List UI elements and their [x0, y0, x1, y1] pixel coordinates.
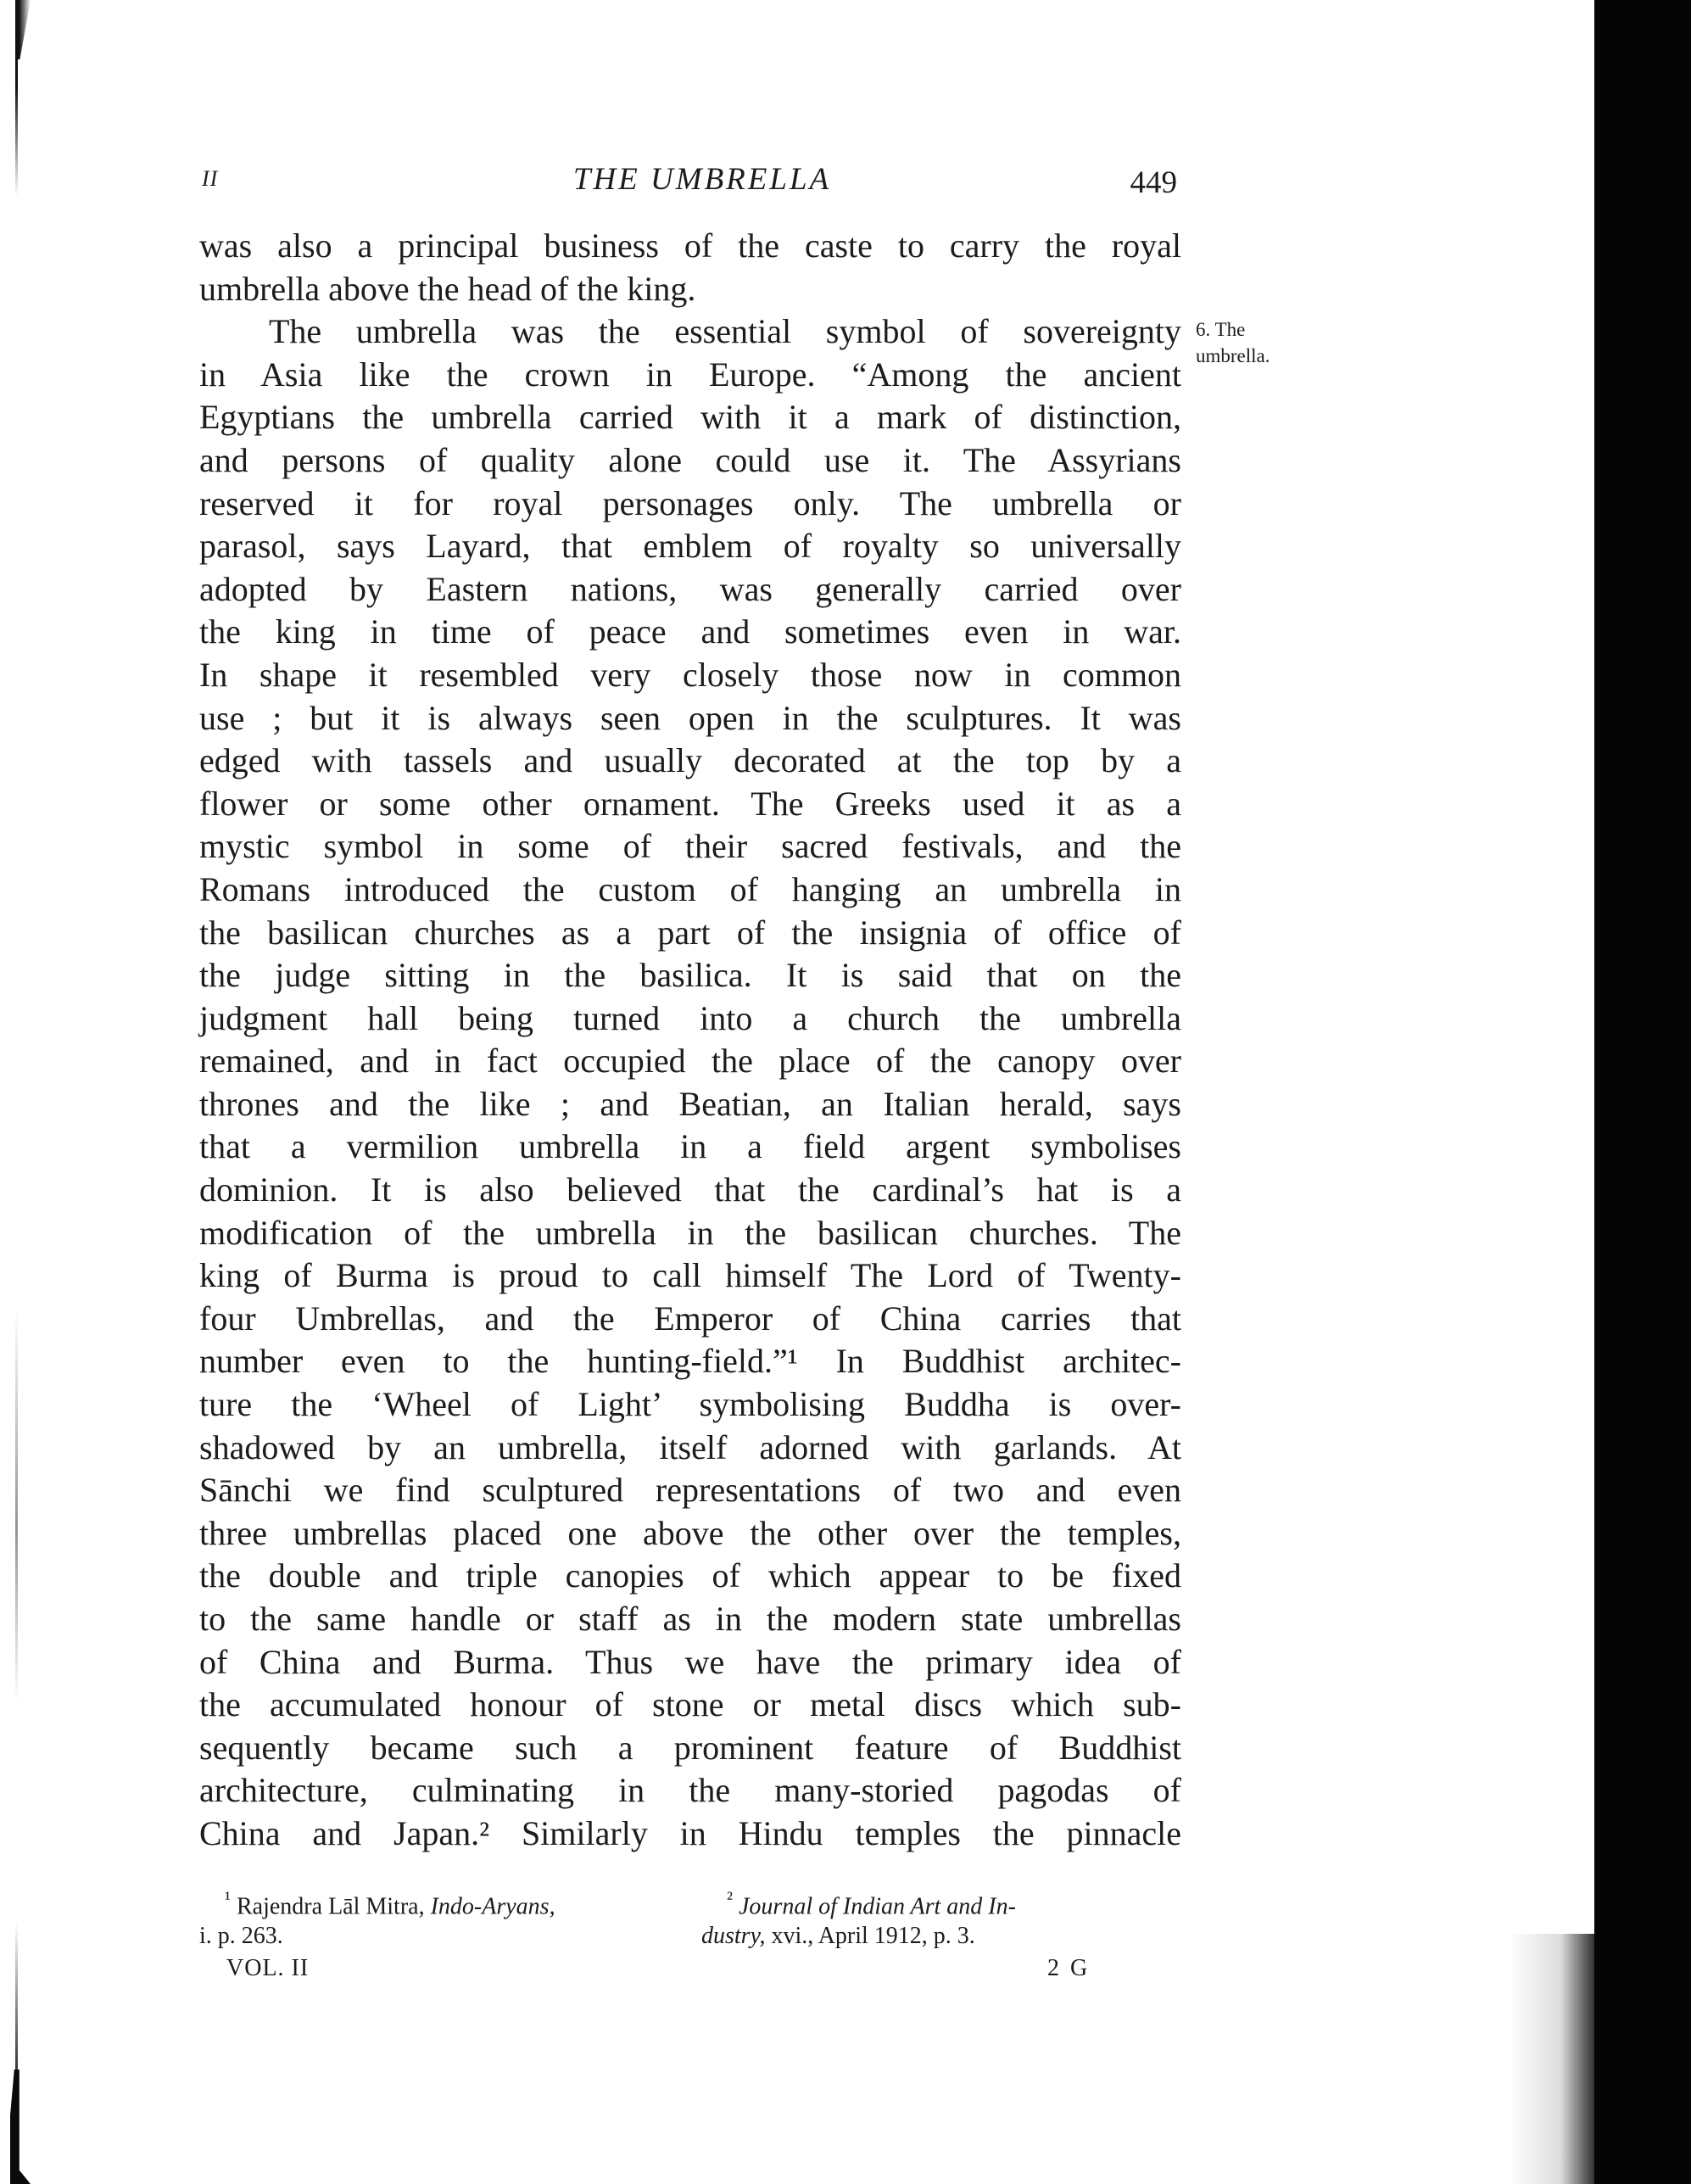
body-text: [199, 225, 1181, 1856]
body-line: the king in time of peace and sometimes even in war.: [199, 612, 1181, 651]
footnote-work: dustry,: [701, 1923, 766, 1950]
scan-right-shadow: [1510, 1934, 1603, 2184]
body-line: edged with tassels and usually decorated at the top by a: [199, 741, 1181, 780]
footnote-marker: ²: [727, 1888, 733, 1910]
footnote-work: Journal of Indian Art and In-: [739, 1893, 1016, 1920]
footnote-marker: ¹: [225, 1888, 231, 1910]
margin-note-line: umbrella.: [1196, 345, 1270, 366]
chapter-folio: II: [202, 166, 219, 191]
footnote-line: [701, 1885, 1181, 1921]
scan-left-notch: [15, 0, 31, 59]
body-line: to the same handle or staff as in the modern state umbrellas: [199, 1600, 1181, 1638]
body-line: ture the ‘Wheel of Light’ symbolising Buddha is over-: [199, 1385, 1181, 1424]
body-line: shadowed by an umbrella, itself adorned with garlands. At: [199, 1427, 1181, 1466]
body-line: in Asia like the crown in Europe. “Among the ancient: [199, 355, 1181, 394]
signature-mark: 2 G: [1047, 1955, 1091, 1981]
body-line: architecture, culminating in the many-storied pagodas of: [199, 1771, 1181, 1810]
body-line: adopted by Eastern nations, was generally carried over: [199, 569, 1181, 608]
footnote-citation: xvi., April 1912, p. 3.: [771, 1923, 975, 1950]
body-line: king of Burma is proud to call himself The Lord of Twenty-: [199, 1256, 1181, 1295]
scan-left-edge: [15, 0, 18, 2184]
body-line: sequently became such a prominent feature of Buddhist: [199, 1728, 1181, 1767]
footnote-line: [199, 1885, 674, 1921]
body-line: was also a principal business of the caste to carry the royal: [199, 226, 1181, 265]
body-line: parasol, says Layard, that emblem of royalty so universally: [199, 527, 1181, 566]
body-line: that a vermilion umbrella in a field argent symbolises: [199, 1127, 1181, 1166]
body-line: three umbrellas placed one above the other over the temples,: [199, 1513, 1181, 1552]
page-number: 449: [1130, 165, 1177, 200]
footnote-line: [701, 1921, 1181, 1951]
body-line: modification of the umbrella in the basilican churches. The: [199, 1213, 1181, 1252]
body-line: judgment hall being turned into a church the umbrella: [199, 998, 1181, 1037]
running-title: THE UMBRELLA: [572, 162, 832, 197]
body-line: remained, and in fact occupied the place of the canopy over: [199, 1042, 1181, 1081]
footnote-2: [701, 1885, 1181, 1951]
body-line: number even to the hunting-field.”¹ In Buddhist architec-: [199, 1342, 1181, 1381]
body-line: Egyptians the umbrella carried with it a mark of distinction,: [199, 398, 1181, 437]
footnotes: [199, 1885, 1181, 1950]
margin-note: [1196, 316, 1331, 369]
body-line: thrones and the like ; and Beatian, an Italian herald, says: [199, 1084, 1181, 1123]
body-line: mystic symbol in some of their sacred festivals, and the: [199, 827, 1181, 866]
volume-label: VOL. II: [226, 1955, 310, 1981]
footnote-1: [199, 1885, 674, 1951]
body-line: Sānchi we find sculptured representations of two and even: [199, 1471, 1181, 1510]
body-line: the judge sitting in the basilica. It is said that on the: [199, 956, 1181, 995]
signature-line: [199, 1955, 1181, 1989]
footnote-author: Rajendra Lāl Mitra,: [237, 1893, 425, 1920]
body-line: the accumulated honour of stone or metal discs which sub-: [199, 1685, 1181, 1724]
body-line: China and Japan.² Similarly in Hindu temples the pinnacle: [199, 1813, 1181, 1852]
scan-left-foot: [10, 2069, 31, 2184]
body-line: reserved it for royal personages only. The umbrella or: [199, 483, 1181, 522]
body-line: the double and triple canopies of which appear to be fixed: [199, 1556, 1181, 1595]
body-line: flower or some other ornament. The Greeks used it as a: [199, 784, 1181, 823]
running-head: [202, 161, 1177, 204]
body-line: the basilican churches as a part of the insignia of office of: [199, 913, 1181, 952]
body-line: dominion. It is also believed that the cardinal’s hat is a: [199, 1170, 1181, 1209]
margin-note-line: 6. The: [1196, 319, 1246, 340]
body-line: of China and Burma. Thus we have the primary idea of: [199, 1642, 1181, 1681]
body-line: In shape it resembled very closely those now in common: [199, 655, 1181, 694]
body-line: umbrella above the head of the king.: [199, 269, 696, 308]
body-line: The umbrella was the essential symbol of sovereignty: [269, 312, 1181, 351]
scan-right-edge: [1594, 0, 1691, 2184]
footnote-line: i. p. 263.: [199, 1923, 283, 1950]
footnote-work: Indo-Aryans,: [430, 1893, 555, 1920]
body-line: use ; but it is always seen open in the sculptures. It was: [199, 698, 1181, 737]
body-line: and persons of quality alone could use it. The Assyrians: [199, 440, 1181, 479]
body-line: four Umbrellas, and the Emperor of China carries that: [199, 1299, 1181, 1338]
body-line: Romans introduced the custom of hanging an umbrella in: [199, 869, 1181, 908]
